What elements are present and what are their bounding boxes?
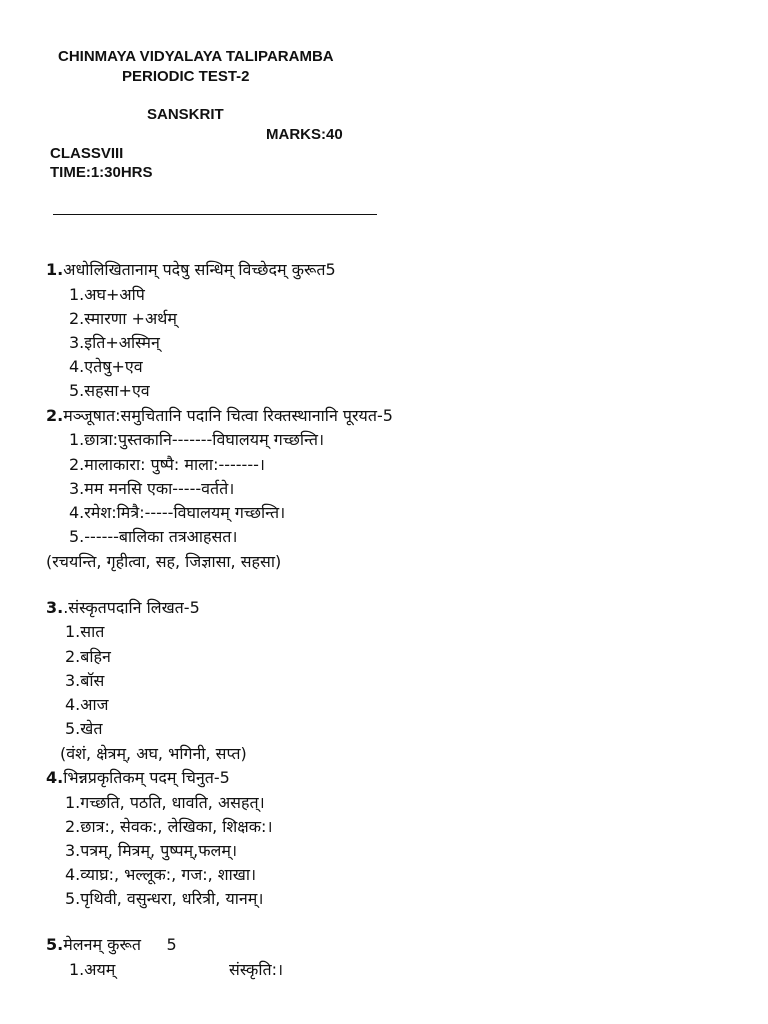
question-5-text: मेलनम् कुरूत 5 [63,935,177,954]
q3-word-box: (वंशं, क्षेत्रम्, अघ, भगिनी, सप्त) [60,744,247,763]
q5-item-right: संस्कृति:। [229,960,284,979]
q2-item: 1.छात्रा:पुस्तकानि-------विघालयम् गच्छन्ति। [69,430,325,449]
question-2 [46,404,393,428]
q4-item: 1.गच्छति, पठति, धावति, असहत्। [65,793,265,812]
time-label: TIME:1:30HRS [50,164,153,181]
q1-item: 2.स्मारणा +अर्थम् [69,309,177,328]
q3-item: 4.आज [65,695,109,714]
marks-label: MARKS:40 [266,126,343,143]
test-title: PERIODIC TEST-2 [122,68,250,85]
question-1-number: 1. [46,260,64,279]
q2-word-box: (रचयन्ति, गृहीत्वा, सह, जिज्ञासा, सहसा) [46,552,282,571]
question-3-number: 3. [46,598,64,617]
question-1-text: अधोलिखितानाम् पदेषु सन्धिम् विच्छेदम् कुरूत5 [63,260,336,279]
page-crop-edge [0,985,768,1024]
question-3-text: .संस्कृतपदानि लिखत-5 [63,598,200,617]
question-3 [46,596,200,620]
question-2-number: 2. [46,406,64,425]
q4-item: 3.पत्रम्, मित्रम्, पुष्पम्,फलम्। [65,841,238,860]
q2-item: 2.मालाकारा: पुष्पै: माला:-------। [69,455,265,474]
header-divider [53,214,377,215]
class-label: CLASSVIII [50,145,124,162]
question-2-text: मञ्जूषात:समुचितानि पदानि चित्वा रिक्तस्थानानि पूरयत-5 [63,406,393,425]
q2-item: 4.रमेश:मित्रै:-----विघालयम् गच्छन्ति। [69,503,286,522]
school-name: CHINMAYA VIDYALAYA TALIPARAMBA [58,48,334,65]
q3-item: 2.बहिन [65,647,111,666]
question-5 [46,933,177,957]
q1-item: 3.इति+अस्मिन् [69,333,160,352]
q3-item: 5.खेत [65,719,103,738]
question-1 [46,258,336,282]
q1-item: 4.एतेषु+एव [69,357,143,376]
question-4-number: 4. [46,768,64,787]
q1-item: 1.अघ+अपि [69,285,145,304]
question-4 [46,766,230,790]
q4-item: 4.व्याघ्र:, भल्लूक:, गज:, शाखा। [65,865,257,884]
q4-item: 5.पृथिवी, वसुन्धरा, धरित्री, यानम्। [65,889,264,908]
question-5-number: 5. [46,935,64,954]
q2-item: 5.------बालिका तत्रआहसत। [69,527,238,546]
q5-item-left: 1.अयम् [69,960,116,979]
q3-item: 3.बॉस [65,671,105,690]
q2-item: 3.मम मनसि एका-----वर्तते। [69,479,235,498]
q1-item: 5.सहसा+एव [69,381,150,400]
question-4-text: भिन्नप्रकृतिकम् पदम् चिनुत-5 [63,768,230,787]
q4-item: 2.छात्र:, सेवक:, लेखिका, शिक्षक:। [65,817,273,836]
subject-title: SANSKRIT [147,106,224,123]
q3-item: 1.सात [65,622,105,641]
